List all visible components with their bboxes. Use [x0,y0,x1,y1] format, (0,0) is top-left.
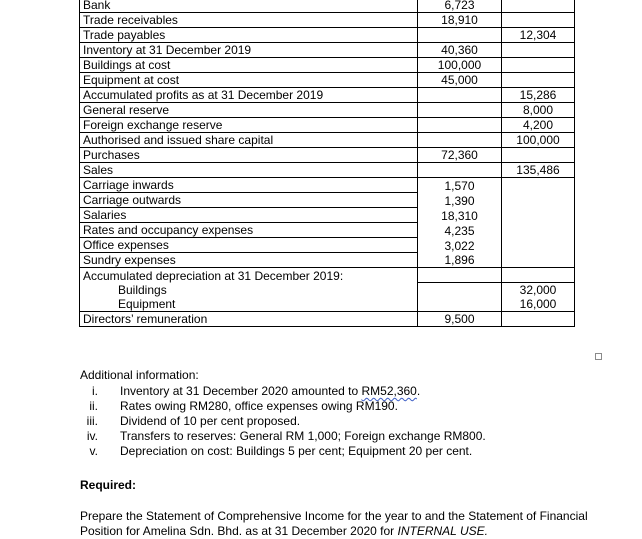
row-label: Equipment [80,297,418,312]
row-label: Sundry expenses [80,253,418,268]
row-label: General reserve [80,103,418,118]
table-row [80,0,575,13]
row-label: Directors’ remuneration [80,312,418,327]
row-label: Trade payables [80,28,418,43]
table-row [80,103,575,118]
credit-cell [502,208,575,223]
table-row [80,43,575,58]
table-row [80,118,575,133]
row-label: Salaries [80,208,418,223]
row-label: Purchases [80,148,418,163]
table-row [80,73,575,88]
credit-cell [502,238,575,253]
table-row [80,88,575,103]
row-label: Inventory at 31 December 2019 [80,43,418,58]
list-numeral: iv. [86,429,98,443]
list-item [80,399,486,414]
credit-cell: 100,000 [502,133,575,148]
debit-cell: 18,310 [418,208,502,223]
table-row [80,208,575,223]
debit-cell: 40,360 [418,43,502,58]
debit-cell: 9,500 [418,312,502,327]
table-row [80,253,575,268]
credit-cell [502,148,575,163]
row-label: Accumulated depreciation at 31 December 2019: [80,268,418,283]
row-label: Rates and occupancy expenses [80,223,418,238]
list-item [80,384,486,399]
credit-cell [502,73,575,88]
debit-cell: 100,000 [418,58,502,73]
credit-cell [502,312,575,327]
list-item-tail: . [416,384,421,398]
debit-cell [418,28,502,43]
table-row [80,268,575,283]
debit-cell [418,297,502,312]
credit-cell: 32,000 [502,283,575,298]
credit-cell: 16,000 [502,297,575,312]
credit-cell [502,178,575,193]
debit-cell [418,163,502,178]
instruction-text: Prepare the Statement of Comprehensive Income for the year to and the Statement of Financial Position for Amelina Sdn. Bhd. as at 31 December 2020 for [80,509,588,538]
debit-cell [418,133,502,148]
debit-cell [418,103,502,118]
table-row [80,133,575,148]
debit-cell [418,268,502,283]
debit-cell: 72,360 [418,148,502,163]
credit-cell [502,193,575,208]
table-row [80,178,575,193]
debit-cell: 1,896 [418,253,502,268]
table-row [80,13,575,28]
row-label: Authorised and issued share capital [80,133,418,148]
row-label: Sales [80,163,418,178]
list-item-text: Dividend of 10 per cent proposed. [120,414,301,428]
debit-cell [418,283,502,298]
trial-balance-table [79,0,575,327]
row-label: Carriage inwards [80,178,418,193]
row-label: Bank [80,0,418,13]
credit-cell: 135,486 [502,163,575,178]
credit-cell: 4,200 [502,118,575,133]
list-numeral: iii. [86,414,98,428]
row-label: Accumulated profits as at 31 December 2019 [80,88,418,103]
table-row [80,163,575,178]
instruction-paragraph [80,509,610,539]
debit-cell [418,118,502,133]
credit-cell: 12,304 [502,28,575,43]
table-resize-handle[interactable] [595,353,602,360]
table-row [80,283,575,298]
additional-information-list [80,384,486,459]
table-row [80,58,575,73]
row-label: Buildings [80,283,418,298]
table-row [80,297,575,312]
credit-cell [502,43,575,58]
credit-cell [502,223,575,238]
debit-cell: 45,000 [418,73,502,88]
table-row [80,312,575,327]
debit-cell: 1,390 [418,193,502,208]
list-numeral: i. [92,384,98,398]
additional-information-heading: Additional information: [80,368,199,382]
list-item-text: Depreciation on cost: Buildings 5 per cent; Equipment 20 per cent. [120,444,473,458]
instruction-emphasis: INTERNAL USE. [397,524,488,538]
row-label: Foreign exchange reserve [80,118,418,133]
credit-cell [502,58,575,73]
table-row [80,223,575,238]
table-row [80,238,575,253]
credit-cell [502,13,575,28]
credit-cell [502,268,575,283]
row-label: Office expenses [80,238,418,253]
list-numeral: ii. [89,399,98,413]
list-item-text: Inventory at 31 December 2020 amounted to [120,384,362,398]
debit-cell: 1,570 [418,178,502,193]
credit-cell: 8,000 [502,103,575,118]
list-numeral: v. [89,444,98,458]
debit-cell: 18,910 [418,13,502,28]
list-item [80,414,486,429]
row-label: Trade receivables [80,13,418,28]
debit-cell: 6,723 [418,0,502,13]
table-row [80,148,575,163]
debit-cell: 3,022 [418,238,502,253]
credit-cell [502,0,575,13]
list-item-text: Transfers to reserves: General RM 1,000; Foreign exchange RM800. [120,429,486,443]
list-item [80,444,486,459]
credit-cell: 15,286 [502,88,575,103]
list-item-text: Rates owing RM280, office expenses owing RM190. [120,399,398,413]
required-heading: Required: [80,478,137,492]
credit-cell [502,253,575,268]
row-label: Carriage outwards [80,193,418,208]
table-row [80,193,575,208]
list-item [80,429,486,444]
row-label: Buildings at cost [80,58,418,73]
spellcheck-flagged-text[interactable]: RM52,360 [361,384,417,398]
debit-cell: 4,235 [418,223,502,238]
debit-cell [418,88,502,103]
table-row [80,28,575,43]
row-label: Equipment at cost [80,73,418,88]
